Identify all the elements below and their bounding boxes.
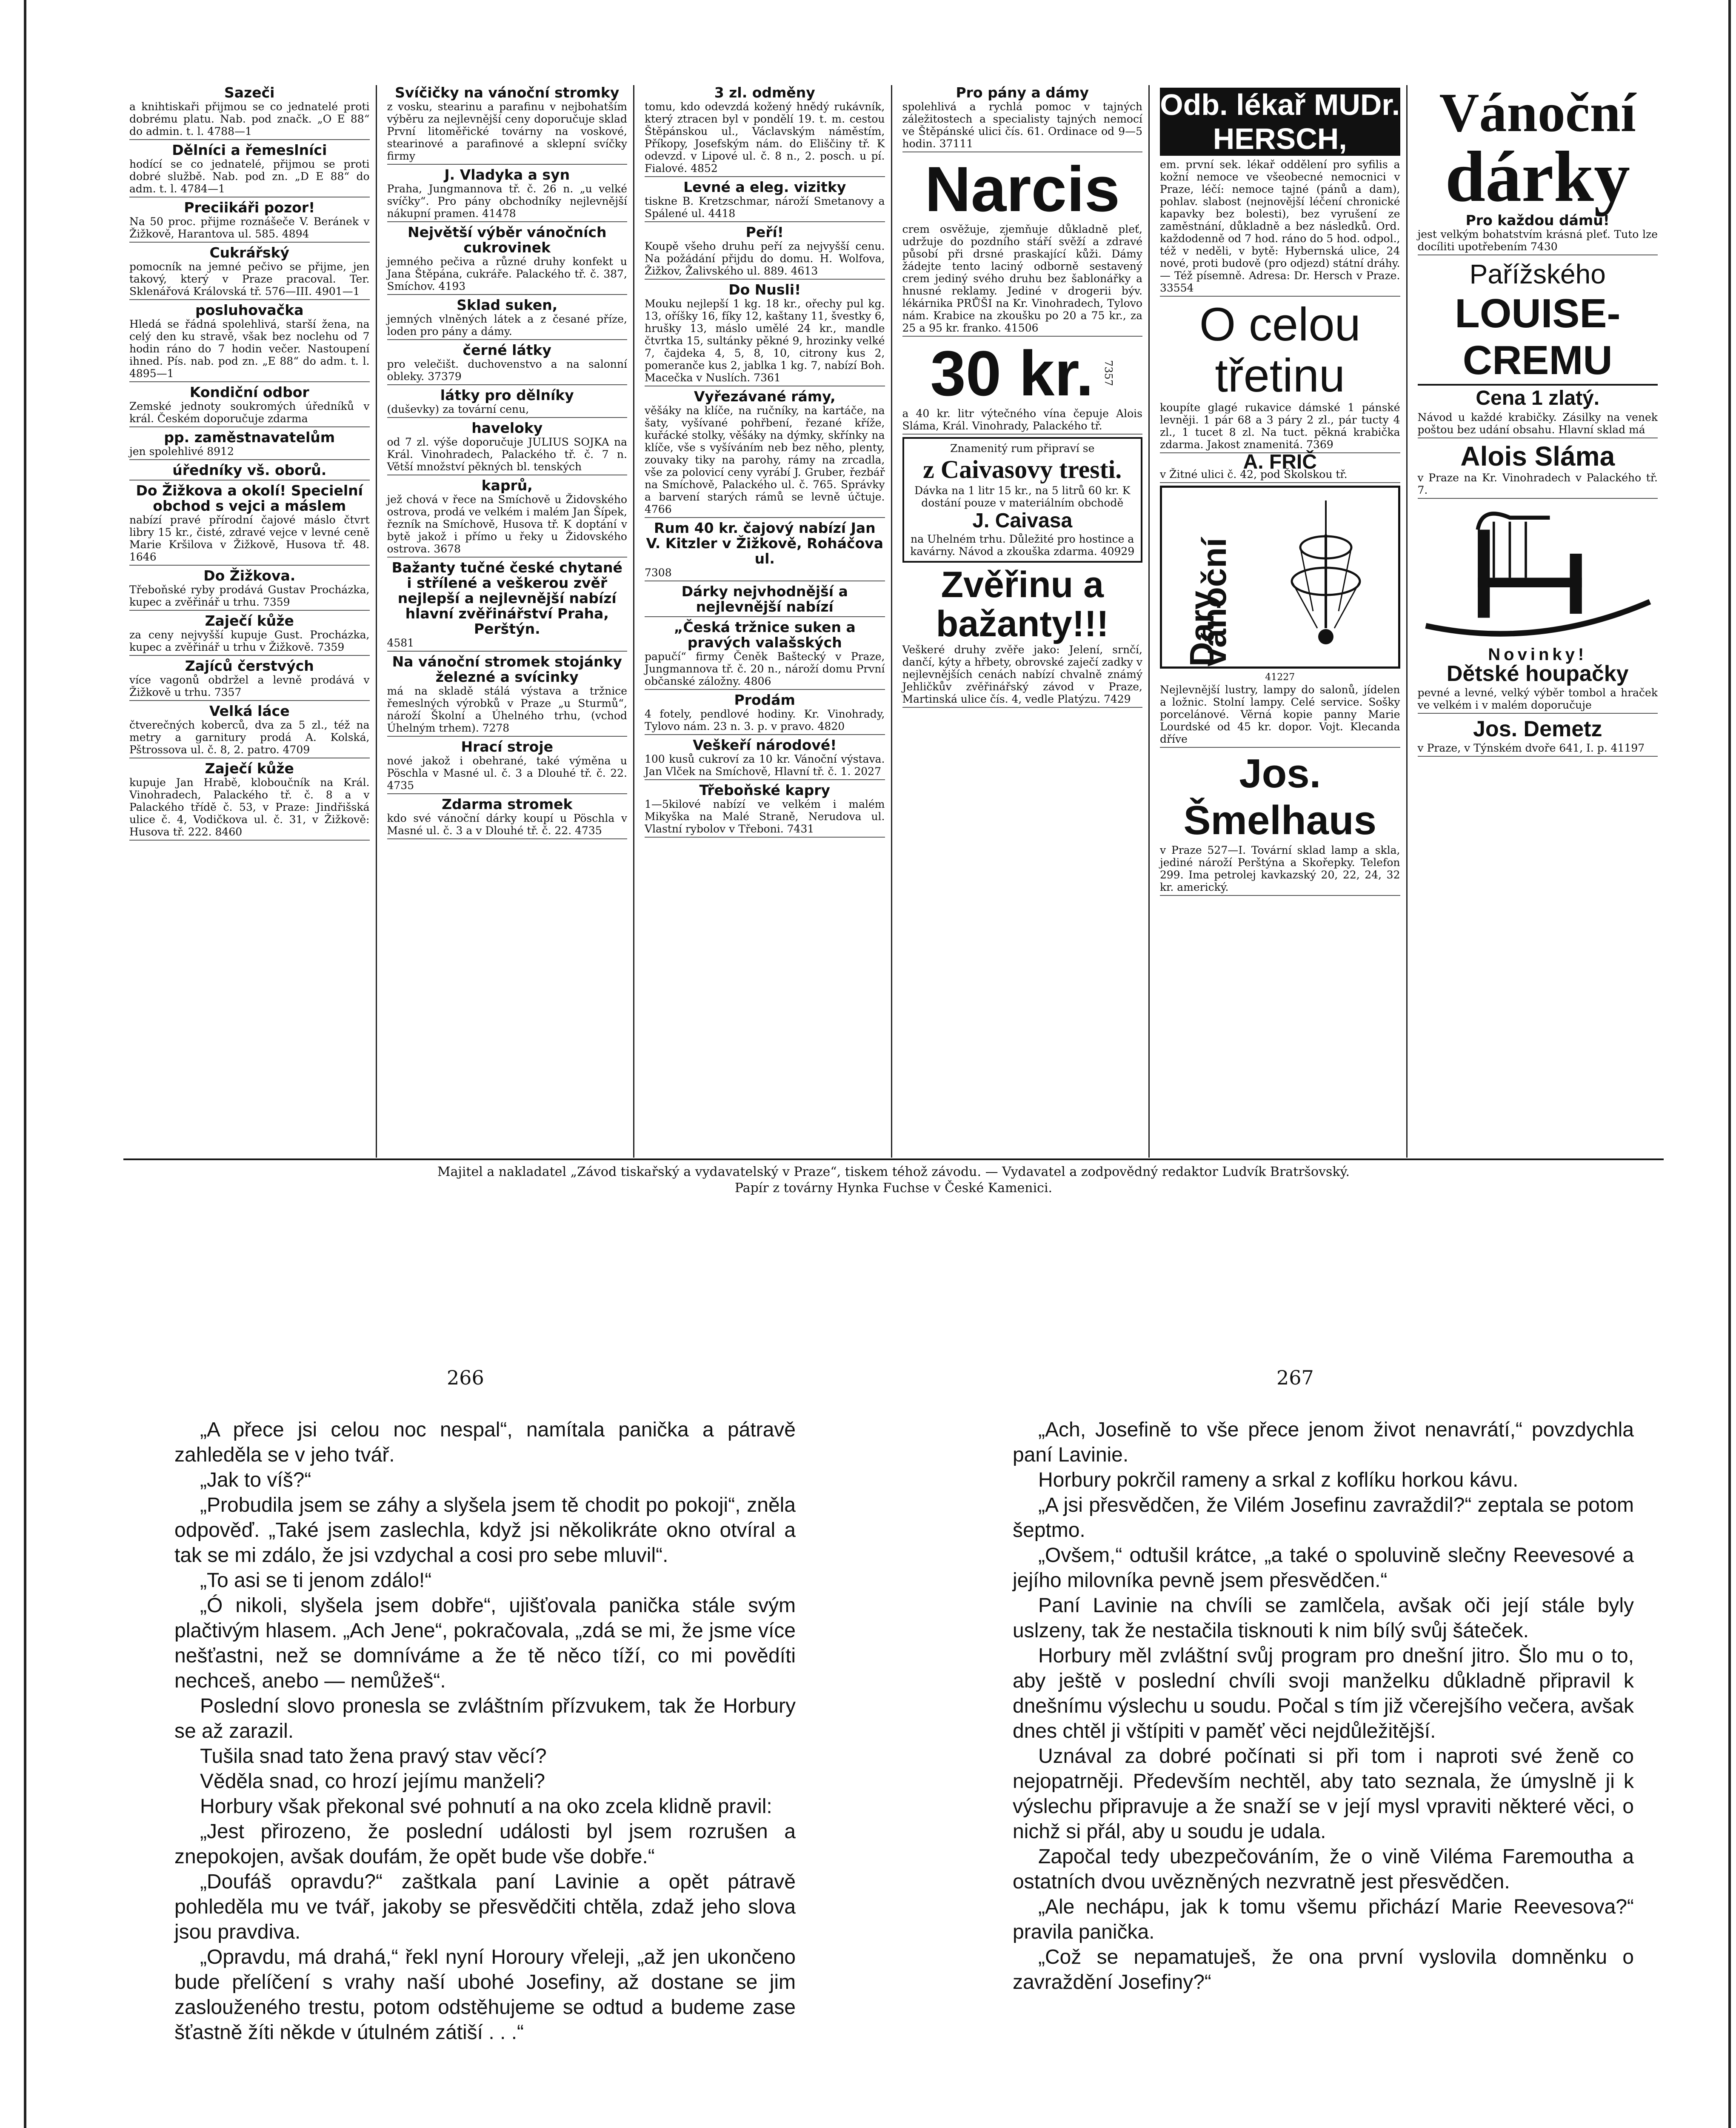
- ad-title: Do Žižkova a okolí! Specielní obchod s vejci a máslem: [136, 482, 363, 514]
- footer-rule: [123, 1158, 1664, 1160]
- ad-text: nabízí pravé přírodní čajové máslo čtvrt libry 15 kr., čisté, zdravé vejce v levné ceně Marie Kršilova v Žižkově, Husova tř. 48. 1646: [129, 514, 370, 563]
- ad-title: Veškeří národové!: [693, 737, 837, 753]
- ad-item: [129, 200, 370, 243]
- darky-heading: dárky: [1445, 137, 1630, 217]
- dary-banner: [1160, 486, 1400, 669]
- story-paragraph: Paní Lavinie na chvíli se zamlčela, avšak oči její stále byly uslzeny, tak že nestačila tisknouti k nim bílý svůj šáteček.: [1013, 1594, 1634, 1642]
- ad-title: Největší výběr vánočních cukrovinek: [407, 224, 607, 256]
- story-paragraph: Tušila snad tato žena pravý stav věcí?: [200, 1745, 547, 1768]
- ad-title: haveloky: [471, 420, 543, 436]
- ad-text: (duševky) za tovární cenu,: [387, 403, 529, 415]
- ad-text: jen spolehlivé 8912: [129, 445, 234, 458]
- ad-text: Na 50 proc. přijme roznášeče V. Beránek v Žižkově, Harantova ul. 585. 4894: [129, 215, 370, 240]
- ad-title: Zaječí kůže: [205, 760, 294, 777]
- story-paragraph: „Ale nechápu, jak k tomu všemu přichází Marie Reevesova?“ pravila panička.: [1013, 1896, 1634, 1943]
- ad-text: Praha, Jungmannova tř. č. 26 n. „u velké svíčky“. Pro pány obchodníky nejlevnější nákupní pramen. 41478: [387, 183, 627, 220]
- ad-item: [129, 613, 370, 656]
- ad-text: za ceny nejvyšší kupuje Gust. Procházka, kupec a zvěřinář u trhu v Žižkově. 7359: [129, 629, 370, 653]
- ad-text: tomu, kdo odevzdá kožený hnědý rukávník, který ztracen byl v pondělí 19. t. m. cestou Štěpánskou ul., Václavským náměstím, Příkopy, Josefským nám. do Eliščiny tř. K odevzd. v Lipové ul. č. 8 n., 2. posch. u pí. Fialové. 4852: [645, 100, 885, 174]
- ad-text: 1—5kilové nabízí ve velkém i malém Mikyška na Malé Straně, Nerudova ul. Vlastní rybolov v Třeboni. 7431: [645, 798, 885, 835]
- ad-title: J. Vladyka a syn: [444, 166, 570, 183]
- ad-title: Na vánoční stromek stojánky železné a svícinky: [392, 653, 622, 685]
- ad-text: Třeboňské ryby prodává Gustav Procházka, kupec a zvěřinář u trhu. 7359: [129, 583, 370, 608]
- ad-title: Hrací stroje: [461, 738, 554, 755]
- ad-title: Kondiční odbor: [189, 384, 309, 400]
- story-paragraph: Horbury měl zvláštní svůj program pro dnešní jitro. Šlo mu o to, aby ještě v poslední chvíli svoji manželku důkladně připravil k dnešnímu výslechu u soudu. Počal s tím již včerejšího večera, avšak dnes chtěl ji vštípiti v paměť věci nejdůležitější.: [1013, 1645, 1634, 1742]
- houpacky-heading: Dětské houpačky: [1446, 661, 1629, 686]
- ad-text: 4 fotely, pendlové hodiny. Kr. Vinohrady, Tylovo nám. 23 n. 3. p. v pravo. 4820: [645, 708, 885, 732]
- ad-item: [645, 282, 885, 386]
- tretinu-heading: O celou třetinu: [1199, 298, 1361, 402]
- price-heading: 30 kr.: [930, 338, 1094, 409]
- ad-item: [645, 620, 885, 690]
- ad-text: a knihtiskaři přijmou se co jednatelé proti dobrému platu. Nab. pod značk. „O E 88“ do admin. t. l. 4788—1: [129, 100, 370, 137]
- story-paragraph: „Jak to víš?“: [200, 1469, 311, 1491]
- ad-item: [387, 797, 628, 839]
- fric-text: v Žitné ulici č. 42, pod Školskou tř.: [1160, 468, 1348, 481]
- narcis-heading: Narcis: [925, 153, 1120, 225]
- ad-title: pp. zaměstnavatelům: [164, 429, 335, 446]
- vanocni-heading: Vánoční: [1439, 85, 1636, 143]
- ad-title: černé látky: [463, 342, 551, 358]
- tresti-text: Dávka na 1 litr 15 kr., na 5 litrů 60 kr. K dostání pouze v materiálním obchodě: [914, 484, 1131, 509]
- story-right-column: [1013, 1417, 1634, 1995]
- story-paragraph: Poslední slovo pronesla se zvláštním přízvukem, tak že Horbury se až zarazil.: [174, 1695, 796, 1742]
- advertisement-section: [123, 85, 1664, 1158]
- ad-item: [387, 343, 628, 385]
- slama-text: v Praze na Kr. Vinohradech v Palackého tř. 7.: [1417, 472, 1658, 496]
- ad-title: Rum 40 kr. čajový nabízí Jan V. Kitzler v Žižkově, Roháčova ul.: [646, 520, 884, 567]
- ad-text: 7308: [645, 566, 672, 579]
- story-paragraph: Započal tedy ubezpečováním, že o vině Viléma Faremoutha a ostatních dvou uvězněných nezvratně jest přesvědčen.: [1013, 1845, 1634, 1893]
- smelhaus-text: v Praze 527—I. Tovární sklad lamp a skla, jediné nároží Perštýna a Skořepky. Telefon 299. Ima petrolej kavkazský 20, 22, 24, 32 kr. americký.: [1160, 844, 1400, 893]
- ad-title: Sklad suken,: [457, 297, 558, 313]
- ad-title: Peří!: [745, 224, 784, 240]
- tresti-heading: z Caivasovy tresti.: [923, 455, 1122, 483]
- ad-item: [129, 385, 370, 427]
- ad-title: Levné a eleg. vizitky: [683, 179, 846, 195]
- calvasa-text: na Uhelném trhu. Důležité pro hostince a kavárny. Návod a zkouška zdarma. 40929: [910, 533, 1135, 558]
- slama-heading: Alois Sláma: [1460, 441, 1615, 472]
- story-paragraph: Věděla snad, co hrozí jejímu manželi?: [200, 1770, 545, 1793]
- cena-heading: Cena 1 zlatý.: [1476, 387, 1600, 409]
- wine-text: a 40 kr. litr výtečného vína čepuje Alois Sláma, Král. Vinohrady, Palackého tř.: [902, 407, 1142, 432]
- hersch-heading: Odb. lékař MUDr. HERSCH,: [1160, 88, 1400, 155]
- ad-title: Velká láce: [209, 703, 290, 719]
- ad-item: [645, 180, 885, 222]
- lustry-text: Nejlevnější lustry, lampy do salonů, jídelen a ložnic. Stolní lampy. Celé service. Sošky porcelánové. Věrná kopie panny Marie Lourdské od 45 kr. dopor. Vojt. Klecanda dříve: [1160, 684, 1400, 745]
- page-number-right: 267: [1276, 1366, 1314, 1389]
- ad-text: Hledá se řádná spolehlivá, starší žena, na celý den ku stravě, však bez noclehu od 7 hodin ráno do 7 hodin večer. Nastoupení ihned. Pís. nab. pod zn. „E 88“ do adm. t. l. 4895—1: [129, 318, 370, 380]
- story-paragraph: „Probudila jsem se záhy a slyšela jsem tě chodit po pokoji“, zněla odpověď. „Také jsem zaslechla, když jsi několikráte okno otvíral a tak se mi zdálo, že jsi vzdychal a cosi pro sebe mluvil“.: [174, 1494, 796, 1567]
- ad-item: [645, 389, 885, 518]
- story-paragraph: „Ó nikoli, slyšela jsem dobře“, ujišťovala panička stále svým plačtivým hlasem. „Ach Jene“, pokračovala, „zdá se mi, že jsme více nešťastni, než se domníváme a že tě něco tíží, co mi povědíti nechceš, anebo — nemůžeš“.: [174, 1594, 796, 1692]
- ad-title: Zaječí kůže: [205, 612, 294, 629]
- ad-text: více vagonů obdržel a levně prodává v Žižkově u trhu. 7357: [129, 674, 370, 698]
- cena-text: Návod u každé krabičky. Zásilky na venek poštou bez udání obsahu. Hlavní sklad má: [1417, 411, 1658, 436]
- louise-cremu-heading: LOUISE-CREMU: [1418, 290, 1658, 386]
- dary-vertical-text: Dary vánoční: [1183, 538, 1233, 666]
- smelhaus-heading: Jos. Šmelhaus: [1183, 751, 1376, 843]
- ad-item: [387, 85, 628, 165]
- ad-text: Koupě všeho druhu peří za nejvyšší cenu. Na požádání přijdu do domu. H. Wolfova, Žižkov, Žalivského ul. 889. 4613: [645, 240, 885, 277]
- ad-column-3: [639, 85, 892, 1158]
- ad-item: [129, 85, 370, 140]
- ad-title: Zajíců čerstvých: [185, 658, 314, 674]
- damu-title: Pro každou dámu!: [1465, 212, 1610, 229]
- footer-line-1: Majitel a nakladatel „Závod tiskařský a vydavatelský v Praze“, tiskem téhož závodu. — Vydavatel a zodpovědný redaktor Ludvík Bratršovský.: [437, 1164, 1350, 1179]
- ad-text: pro velečišt. duchovenstvo a na salonní obleky. 37379: [387, 358, 627, 383]
- ad-column-1: [123, 85, 377, 1158]
- hersch-text: em. první sek. lékař oddělení pro syfilis a kožní nemoce ve všeobecné nemocnici v Praze, léčí: nemoce tajné (pánů a dam), pohlav. slabost (nejnovější léčení chronické kapavky bez bolesti), bez vyrušení ze zaměstnání, důkladně a bez následků. Ord. každodenně od 7 hod. ráno do 5 hod. odpol., též v neděli, v bytě: Hybernská ulice, 24 nové, proti budově (pro odjezd) státní dráhy. — Též písemně. Adresa: Dr. Hersch v Praze. 33554: [1160, 158, 1400, 294]
- ad-item: [387, 388, 628, 418]
- ad-text: jež chová v řece na Smíchově u Židovského ostrova, prodá ve velkém i malém Jan Šípek, řezník na Smíchově, Husova tř. K doptání v bytě jakož i přímo u řeky u Židovského ostrova. 3678: [387, 493, 627, 555]
- story-paragraph: „Jest přirozeno, že poslední události byl jsem rozrušen a znepokojen, avšak doufám, že opět bude vše dobře.“: [174, 1820, 796, 1868]
- damu-text: jest velkým bohatstvím krásná pleť. Tuto lze docíliti upotřebením 7430: [1417, 228, 1658, 253]
- story-paragraph: Horbury však překonal své pohnutí a na oko zcela klidně pravil:: [200, 1795, 772, 1818]
- story-paragraph: „Doufáš opravdu?“ zaštkala paní Lavinie a opět pátravě pohleděla mu ve tvář, jakoby se přesvědčiti chtěla, zdaž jeho slova jsou pravdiva.: [174, 1871, 796, 1943]
- ad-item: [645, 225, 885, 280]
- demetz-heading: Jos. Demetz: [1473, 717, 1602, 741]
- ad-title: látky pro dělníky: [440, 387, 574, 403]
- ad-title: Bažanty tučné české chytané i střílené a veškerou zvěř nejlepší a nejlevnější nabízí hlavní zvěřinářství Praha, Perštýn.: [391, 559, 622, 637]
- ad-item: [387, 297, 628, 340]
- ad-item: [387, 739, 628, 794]
- ad-item: [645, 584, 885, 617]
- ad-title: Svíčičky na vánoční stromky: [395, 85, 620, 101]
- ad-item: [645, 521, 885, 581]
- story-paragraph: „A přece jsi celou noc nespal“, namítala panička a pátravě zahleděla se v jeho tvář.: [174, 1419, 796, 1466]
- ad-item: [129, 463, 370, 481]
- dary-ad-number: 41227: [1265, 672, 1295, 683]
- ad-text: 4581: [387, 637, 414, 649]
- ad-title: Do Nusli!: [728, 281, 801, 298]
- demetz-text: v Praze, v Týnském dvoře 641, I. p. 41197: [1417, 742, 1645, 754]
- ad-item: [129, 761, 370, 841]
- ad-item: [129, 483, 370, 566]
- ad-text: z vosku, stearinu a parafinu v nejbohatším výběru za nejlevnější ceny doporučuje sklad První litoměřické továrny na voskové, stearinové a parafinové a sklepní svíčky firmy: [387, 100, 627, 162]
- story-paragraph: Uznával za dobré počínati si při tom i naproti své ženě co nejopatrněji. Především nechtěl, aby tato seznala, že úmyslně ji k výslechu připravuje a že snaží se v její mysl vpraviti některé věci, o nichž si přál, aby u soudu je udala.: [1013, 1745, 1634, 1843]
- parizskeho-heading: Pařížského: [1469, 259, 1606, 289]
- chandelier-icon: [1288, 501, 1364, 654]
- novinky-heading: Novinky!: [1488, 645, 1588, 664]
- ad-title: posluhovačka: [195, 302, 304, 318]
- ad-pro-pany-a-damy: [902, 85, 1143, 152]
- ad-title: Vyřezávané rámy,: [694, 388, 836, 405]
- story-paragraph: „To asi se ti jenom zdálo!“: [200, 1569, 432, 1592]
- story-paragraph: „A jsi přesvědčen, že Vilém Josefinu zavraždil?“ zeptala se potom šeptmo.: [1013, 1494, 1634, 1542]
- ad-item: [129, 704, 370, 758]
- ad-title: Zdarma stromek: [442, 796, 573, 812]
- footer-line-2: Papír z továrny Hynka Fuchse v České Kamenici.: [734, 1181, 1053, 1196]
- ad-text: Zemské jednoty soukromých úředníků v král. Českém doporučuje zdarma: [129, 400, 370, 425]
- rum-essence-ad: [902, 437, 1143, 563]
- ad-item: [129, 430, 370, 460]
- ad-item: [387, 654, 628, 737]
- zverinu-text: Veškeré druhy zvěře jako: Jelení, srnčí, dančí, kýty a hřbety, obrovské zaječí zadky v nejlevnějších cenách nabízí chvalně známý Jehličkův zvěřinářský závod v Praze, Martinská ulice čís. 4, vedle Platýzu. 7429: [902, 644, 1142, 705]
- story-paragraph: „Ach, Josefině to vše přece jenom život nenavrátí,“ povzdychla paní Lavinie.: [1013, 1419, 1634, 1466]
- narcis-text: crem osvěžuje, zjemňuje důkladně pleť, udržuje do pozdního stáří svěží a zdravé působí při drsné praskající kůži. Dámy žádejte tento laciný odborně sestavený crem jediný svého druhu bez šablonářky a hnusné reklamy. Jediné v drogerii býv. lékárnika PRŮŠI na Kr. Vinohradech, Tylovo nám. Krabice na zkoušku po 20 a 75 kr., za 25 a 95 kr. franko. 41506: [902, 223, 1142, 334]
- ad-text: Mouku nejlepší 1 kg. 18 kr., ořechy pul kg. 13, oříšky 16, fíky 12, kaštany 11, švestky 6, hrušky 13, máslo umělé 24 kr., mandle čtvrtka 15, sultánky pěkné 9, hrozinky velké 7, čajdeka 4, 5, 8, 10, citrony kus 2, pomeranče kus 2, jablka 1 kg. 7, nabízí Boh. Macečka v Nuslích. 7361: [645, 297, 885, 384]
- ad-item: [129, 245, 370, 300]
- story-paragraph: „Což se nepamatuješ, že ona první vyslovila domněnku o zavraždění Josefiny?“: [1013, 1946, 1634, 1994]
- ad-text: nové jakož i obehrané, také výměna u Pöschla v Masné ul. č. 3 a Dlouhé tř. č. 22. 4735: [387, 755, 627, 792]
- ad-title: Dárky nejvhodnější a nejlevnější nabízí: [681, 583, 848, 615]
- ad-column-2: [381, 85, 635, 1158]
- ad-item: [129, 303, 370, 382]
- ad-title: Prodám: [734, 692, 795, 708]
- ad-title: Dělníci a řemeslníci: [172, 142, 327, 158]
- ad-title: kaprů,: [481, 477, 533, 494]
- ad-title: Do Žižkova.: [203, 567, 296, 584]
- ad-text: tiskne B. Kretzschmar, nároží Smetanovy a Spálené ul. 4418: [645, 195, 885, 220]
- ad-column-6: [1412, 85, 1664, 1158]
- ad-title: Preciikáři pozor!: [184, 199, 315, 216]
- ad-text: má na skladě stálá výstava a tržnice řemeslných výrobků v Praze „u Sturmů“, nároží Školní a Úhelného trhu, (vchod Úhelným trhem). 7278: [387, 685, 627, 734]
- ad-title: 3 zl. odměny: [714, 85, 815, 101]
- story-paragraph: Horbury pokrčil rameny a srkal z koflíku horkou kávu.: [1038, 1469, 1519, 1491]
- ad-item: [387, 225, 628, 295]
- ad-item: [645, 692, 885, 735]
- ad-item: [129, 658, 370, 701]
- ad-column-4: [897, 85, 1150, 1158]
- ad-item: [129, 568, 370, 611]
- tretinu-text: koupíte glagé rukavice dámské 1 pánské levněji. 1 pár 68 a 3 páry 2 zl., pár tucty 4 zl., 1 tucet 8 zl. Na tuct. pěkná krabička zdarma. Jakost znamenitá. 7369: [1160, 401, 1400, 451]
- ad-title: Třeboňské kapry: [699, 782, 831, 798]
- ad-text: 100 kusů cukroví za 10 kr. Vánoční výstava. Jan Vlček na Smíchově, Hlavní tř. č. 1. 2027: [645, 753, 885, 778]
- story-paragraph: „Ovšem,“ odtušil krátce, „a také o spoluvině slečny Reevesové a jejího milovníka pevně jsem přesvědčen.“: [1013, 1544, 1634, 1592]
- ad-title: „Česká tržnice suken a pravých valašských: [674, 619, 856, 651]
- ad-text: papučí“ firmy Čeněk Baštecký v Praze, Jungmannova tř. č. 20 n., nároží domu První občanské záložny. 4806: [645, 650, 885, 687]
- publisher-footer: [123, 1164, 1664, 1196]
- ad-item: [387, 167, 628, 222]
- story-paragraph: „Opravdu, má drahá,“ řekl nyní Horoury vřeleji, „až jen ukončeno bude přelíčení s vrahy naší ubohé Josefiny, až dostane se jim zaslouženého trestu, potom odstěhujeme se odtud a budeme zase šťastně žíti někde v útulném zátiší . . .“: [174, 1946, 796, 2044]
- ad-item: [387, 478, 628, 558]
- ad-text: věšáky na klíče, na ručníky, na kartáče, na šaty, vyšívané pohřbení, řezané kříže, kuřácké stolky, věšáky na dýmky, skřínky na klíče, vše s vyšíváním neb bez něho, plenty, zouvaky tiky na parohy, rámy na zrcadla, vše za polovicí ceny vyrábí J. Gruber, řezbář na Smíchově, Palackého ul. č. 765. Správky a barvení starých rámů se levně účtuje. 4766: [645, 404, 885, 515]
- ad-text: hodící se co jednatelé, přijmou se proti dobré službě. Nab. pod zn. „D E 88“ do adm. t. l. 4784—1: [129, 158, 370, 195]
- story-left-column: [174, 1417, 796, 2045]
- ad-text: kdo své vánoční dárky koupí u Pöschla v Masné ul. č. 3 a v Dlouhé tř. č. 22. 4735: [387, 812, 627, 837]
- ad-item: [387, 560, 628, 652]
- page-number-left: 266: [447, 1366, 484, 1389]
- price-ad-number: 7357: [1102, 360, 1115, 386]
- calvasa-name: J. Caivasa: [972, 509, 1073, 532]
- ad-title: Cukrářský: [209, 244, 290, 261]
- ad-item: [645, 738, 885, 780]
- fric-name: A. FRIČ: [1243, 451, 1317, 473]
- ad-item: [387, 420, 628, 475]
- ad-title: Pro pány a dámy: [956, 85, 1089, 101]
- ad-text: čtverečných koberců, dva za 5 zl., též na metry a garnitury prodá A. Kolská, Pštrossova ul. č. 8, 2. patro. 4709: [129, 719, 370, 756]
- ad-text: jemných vlněných látek a z česané příze, loden pro pány a dámy.: [387, 313, 627, 338]
- ad-item: [129, 143, 370, 197]
- ad-text: kupuje Jan Hrabě, kloboučník na Král. Vinohradech, Palackého tř. č. 8 a v Palackého třídě č. 53, v Praze: Jindřišská ulice č. 4, Vodičkova ul. č. 31, v Žižkově: Husova tř. 222. 8460: [129, 776, 370, 838]
- ad-title: úředníky vš. oborů.: [172, 462, 327, 478]
- ad-text: od 7 zl. výše doporučuje JULIUS SOJKA na Král. Vinohradech, Palackého tř. č. 7 n. Větší množství pěkných bl. tenských: [387, 436, 627, 473]
- rum-heading: Znamenitý rum připraví se: [950, 442, 1095, 455]
- zverinu-heading: Zvěřinu a bažanty!!!: [936, 564, 1109, 644]
- ad-text: pomocník na jemné pečivo se přijme, jen takový, který v Praze pracoval. Ter. Sklenářová Královská tř. 576—III. 4901—1: [129, 260, 370, 297]
- ad-column-5: [1154, 85, 1408, 1158]
- ad-text: spolehlivá a rychlá pomoc v tajných záležitostech a specialisty tajných nemocí ve Štěpánské ulici čís. 61. Ordinace od 9—5 hodin. 37111: [902, 100, 1142, 150]
- ad-title: Sazeči: [224, 85, 275, 101]
- ad-item: [645, 783, 885, 838]
- rocking-horse-icon: [1418, 501, 1658, 646]
- ad-item: [645, 85, 885, 177]
- houpacky-text: pevné a levné, velký výběr tombol a hraček ve velkém i v malém doporučuje: [1417, 686, 1658, 711]
- ad-text: jemného pečiva a různé druhy konfekt u Jana Štěpána, cukráře. Palackého tř. č. 387, Smíchov. 4193: [387, 255, 627, 292]
